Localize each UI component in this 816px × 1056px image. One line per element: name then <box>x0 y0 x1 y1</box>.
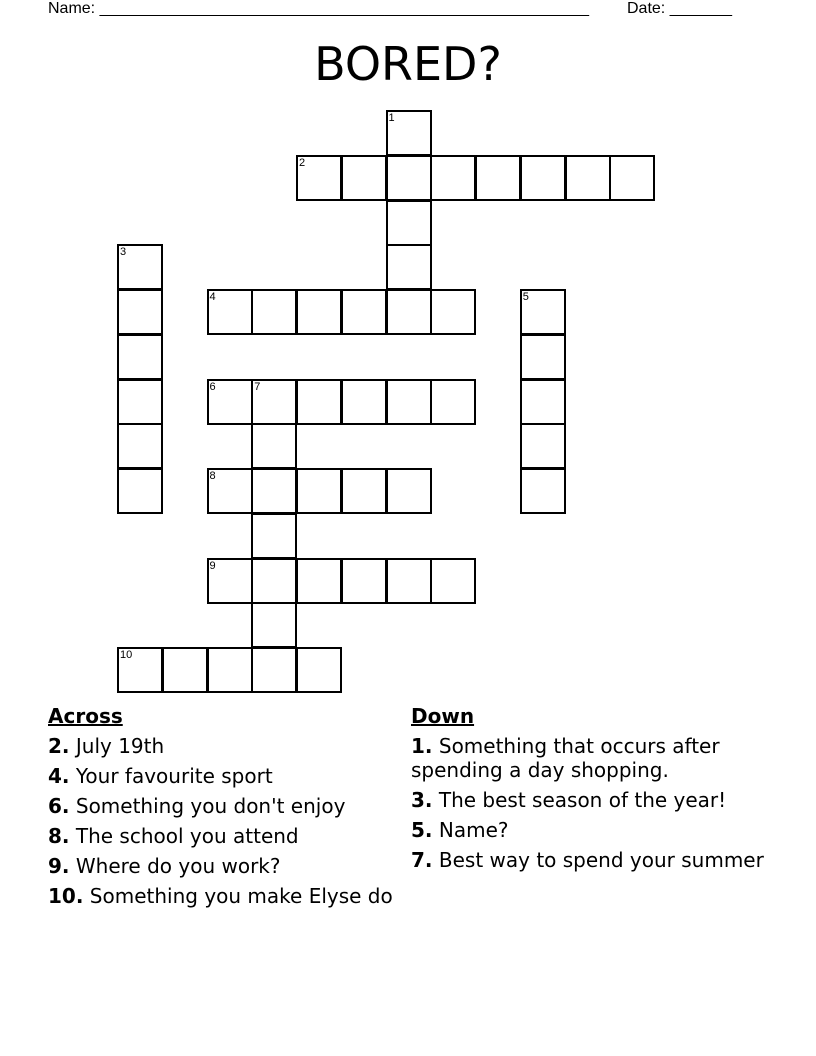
clue-number: 6. <box>48 794 70 818</box>
crossword-cell[interactable] <box>296 289 342 335</box>
clue-across-9 <box>48 854 398 878</box>
crossword-cell[interactable] <box>117 468 163 514</box>
cell-number: 9 <box>209 559 216 572</box>
crossword-cell[interactable] <box>520 379 566 425</box>
crossword-cell[interactable] <box>341 289 387 335</box>
clue-across-2 <box>48 734 398 758</box>
cell-number: 4 <box>209 291 216 303</box>
crossword-cell[interactable] <box>207 468 253 514</box>
clue-text: Name? <box>438 818 509 842</box>
across-clues <box>48 704 398 914</box>
crossword-cell[interactable] <box>207 289 253 335</box>
crossword-cell[interactable] <box>341 379 387 425</box>
cell-number: 8 <box>209 470 216 482</box>
crossword-cell[interactable] <box>207 647 253 693</box>
clue-number: 9. <box>48 854 70 878</box>
clue-number: 2. <box>48 734 70 758</box>
cell-number: 6 <box>209 380 216 393</box>
clue-text: Something you make Elyse do <box>89 884 393 908</box>
crossword-cell[interactable] <box>117 289 163 335</box>
clue-down-3 <box>411 788 771 812</box>
crossword-cell[interactable] <box>207 558 253 604</box>
crossword-cell[interactable] <box>475 155 521 201</box>
crossword-cell[interactable] <box>296 379 342 425</box>
clue-number: 10. <box>48 884 84 908</box>
cell-number: 3 <box>120 246 127 259</box>
clue-number: 1. <box>411 734 433 758</box>
clue-text: July 19th <box>75 734 165 758</box>
crossword-cell[interactable] <box>386 468 432 514</box>
crossword-cell[interactable] <box>162 647 208 693</box>
crossword-cell[interactable] <box>117 647 163 693</box>
clue-across-10 <box>48 884 398 908</box>
crossword-cell[interactable] <box>251 558 297 604</box>
clue-text: The best season of the year! <box>438 788 727 812</box>
crossword-cell[interactable] <box>251 647 297 693</box>
crossword-cell[interactable] <box>386 110 432 156</box>
clue-number: 3. <box>411 788 433 812</box>
cell-number: 10 <box>120 649 133 661</box>
down-heading: Down <box>411 704 475 728</box>
crossword-cell[interactable] <box>251 513 297 559</box>
crossword-cell[interactable] <box>386 244 432 290</box>
clue-number: 8. <box>48 824 70 848</box>
crossword-cell[interactable] <box>117 379 163 425</box>
crossword-cell[interactable] <box>251 289 297 335</box>
crossword-cell[interactable] <box>565 155 611 201</box>
crossword-cell[interactable] <box>341 155 387 201</box>
crossword-cell[interactable] <box>386 155 432 201</box>
crossword-cell[interactable] <box>386 379 432 425</box>
crossword-cell[interactable] <box>430 289 476 335</box>
crossword-cell[interactable] <box>251 379 297 425</box>
cell-number: 1 <box>388 112 395 124</box>
clue-across-8 <box>48 824 398 848</box>
crossword-cell[interactable] <box>341 558 387 604</box>
crossword-cell[interactable] <box>609 155 655 201</box>
crossword-cell[interactable] <box>341 468 387 514</box>
crossword-cell[interactable] <box>207 379 253 425</box>
clue-text: Where do you work? <box>75 854 281 878</box>
cell-number: 2 <box>299 156 306 169</box>
clue-across-6 <box>48 794 398 818</box>
crossword-cell[interactable] <box>296 647 342 693</box>
crossword-cell[interactable] <box>386 200 432 246</box>
crossword-cell[interactable] <box>520 468 566 514</box>
cell-number: 5 <box>522 291 529 303</box>
crossword-cell[interactable] <box>430 155 476 201</box>
crossword-cell[interactable] <box>386 558 432 604</box>
crossword-cell[interactable] <box>430 558 476 604</box>
crossword-cell[interactable] <box>520 155 566 201</box>
clue-down-7 <box>411 848 771 872</box>
crossword-cell[interactable] <box>520 423 566 469</box>
crossword-cell[interactable] <box>520 334 566 380</box>
clue-text: The school you attend <box>75 824 299 848</box>
puzzle-title: BORED? <box>314 37 502 91</box>
crossword-cell[interactable] <box>117 244 163 290</box>
clue-text: Something that occurs after spending a day shopping. <box>411 734 720 782</box>
crossword-cell[interactable] <box>430 379 476 425</box>
clue-text: Best way to spend your summer <box>438 848 764 872</box>
crossword-cell[interactable] <box>117 334 163 380</box>
clue-number: 5. <box>411 818 433 842</box>
clue-across-4 <box>48 764 398 788</box>
cell-number: 7 <box>254 380 261 393</box>
name-field-label: Name: _______________________________________________________ <box>48 0 589 17</box>
clue-number: 7. <box>411 848 433 872</box>
crossword-cell[interactable] <box>296 468 342 514</box>
crossword-cell[interactable] <box>386 289 432 335</box>
clue-down-5 <box>411 818 771 842</box>
crossword-cell[interactable] <box>296 155 342 201</box>
crossword-cell[interactable] <box>251 423 297 469</box>
clue-text: Your favourite sport <box>75 764 273 788</box>
crossword-cell[interactable] <box>520 289 566 335</box>
crossword-cell[interactable] <box>251 602 297 648</box>
date-field-label: Date: _______ <box>627 0 732 17</box>
clue-number: 4. <box>48 764 70 788</box>
clue-down-1 <box>411 734 771 782</box>
clue-text: Something you don't enjoy <box>75 794 346 818</box>
crossword-cell[interactable] <box>117 423 163 469</box>
down-clues <box>411 704 771 878</box>
crossword-cell[interactable] <box>296 558 342 604</box>
crossword-cell[interactable] <box>251 468 297 514</box>
across-heading: Across <box>48 704 123 728</box>
